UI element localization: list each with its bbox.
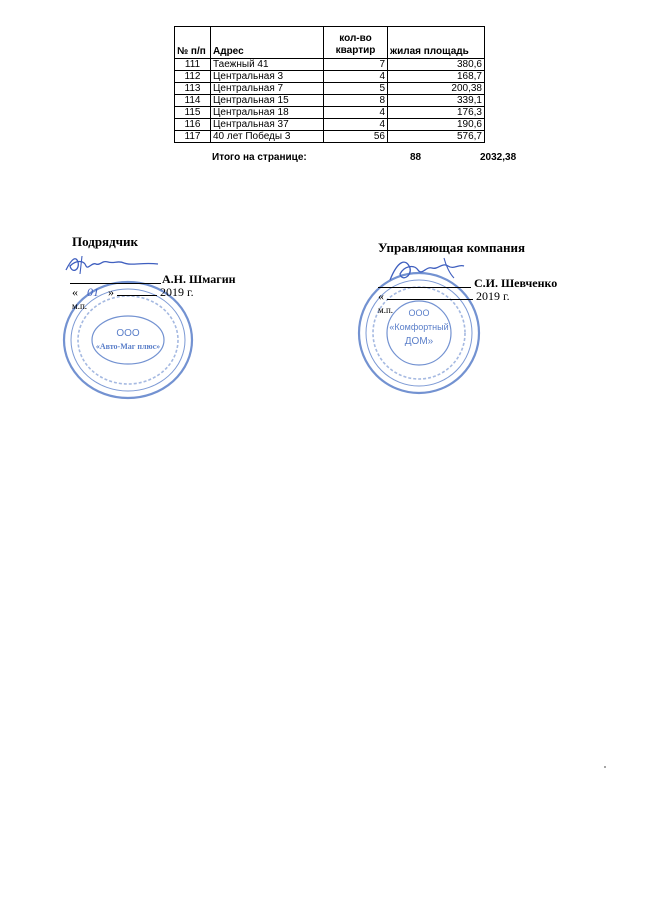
contractor-sign-line (70, 283, 161, 284)
manager-date (378, 289, 510, 304)
contractor-date-month-line (117, 295, 157, 296)
row-address: Таежный 41 (211, 59, 324, 71)
row-area: 576,7 (388, 131, 485, 143)
row-num: 113 (175, 83, 211, 95)
header-count-line2: квартир (335, 45, 376, 56)
scan-speck (604, 766, 606, 768)
table-row (175, 131, 485, 143)
contractor-date-open: « (72, 285, 78, 299)
manager-date-open: « (378, 289, 384, 303)
table-header-row (175, 27, 485, 59)
row-address: Центральная 3 (211, 71, 324, 83)
contractor-date (72, 285, 194, 300)
row-area: 200,38 (388, 83, 485, 95)
table-row (175, 83, 485, 95)
row-address: Центральная 37 (211, 119, 324, 131)
contractor-date-day: 01 (87, 285, 99, 299)
row-address: Центральная 18 (211, 107, 324, 119)
row-area: 176,3 (388, 107, 485, 119)
contractor-date-close: » (108, 285, 114, 299)
row-address: Центральная 15 (211, 95, 324, 107)
table-row (175, 119, 485, 131)
row-area: 168,7 (388, 71, 485, 83)
row-area: 380,6 (388, 59, 485, 71)
row-count: 4 (324, 107, 388, 119)
row-num: 111 (175, 59, 211, 71)
contractor-name: А.Н. Шмагин (162, 272, 236, 286)
manager-stamp-name2: ДОМ» (404, 336, 434, 347)
row-count: 8 (324, 95, 388, 107)
row-address: Центральная 7 (211, 83, 324, 95)
contractor-stamp-org: ООО (116, 328, 140, 339)
row-count: 4 (324, 119, 388, 131)
table-row (175, 71, 485, 83)
total-count: 88 (410, 152, 422, 163)
total-area: 2032,38 (480, 152, 517, 163)
contractor-date-year: 2019 г. (160, 285, 194, 299)
address-table (174, 26, 485, 143)
row-num: 117 (175, 131, 211, 143)
row-count: 4 (324, 71, 388, 83)
header-num: № п/п (175, 27, 211, 59)
manager-sign-line (378, 287, 471, 288)
header-area: жилая площадь (388, 27, 485, 59)
row-num: 116 (175, 119, 211, 131)
manager-stamp-org: ООО (408, 308, 430, 318)
contractor-stamp-name: «Авто-Маг плюс» (95, 342, 161, 351)
row-num: 114 (175, 95, 211, 107)
contractor-mp: м.п. (72, 301, 88, 311)
total-label: Итого на странице: (212, 152, 307, 163)
manager-name: С.И. Шевченко (474, 276, 558, 290)
row-num: 115 (175, 107, 211, 119)
row-count: 7 (324, 59, 388, 71)
row-num: 112 (175, 71, 211, 83)
row-area: 190,6 (388, 119, 485, 131)
row-count: 56 (324, 131, 388, 143)
manager-date-year: 2019 г. (476, 289, 510, 303)
row-area: 339,1 (388, 95, 485, 107)
manager-stamp-name1: «Комфортный (389, 322, 449, 332)
row-count: 5 (324, 83, 388, 95)
header-address: Адрес (211, 27, 324, 59)
manager-title: Управляющая компания (378, 240, 525, 255)
manager-signature (384, 256, 480, 288)
table-row (175, 95, 485, 107)
manager-mp: м.п. (378, 305, 394, 315)
table-row (175, 59, 485, 71)
manager-date-blank (387, 299, 473, 300)
contractor-title: Подрядчик (72, 234, 138, 249)
table-row (175, 107, 485, 119)
header-count-line1: кол-во (339, 33, 372, 44)
row-address: 40 лет Победы 3 (211, 131, 324, 143)
header-count (324, 27, 388, 59)
